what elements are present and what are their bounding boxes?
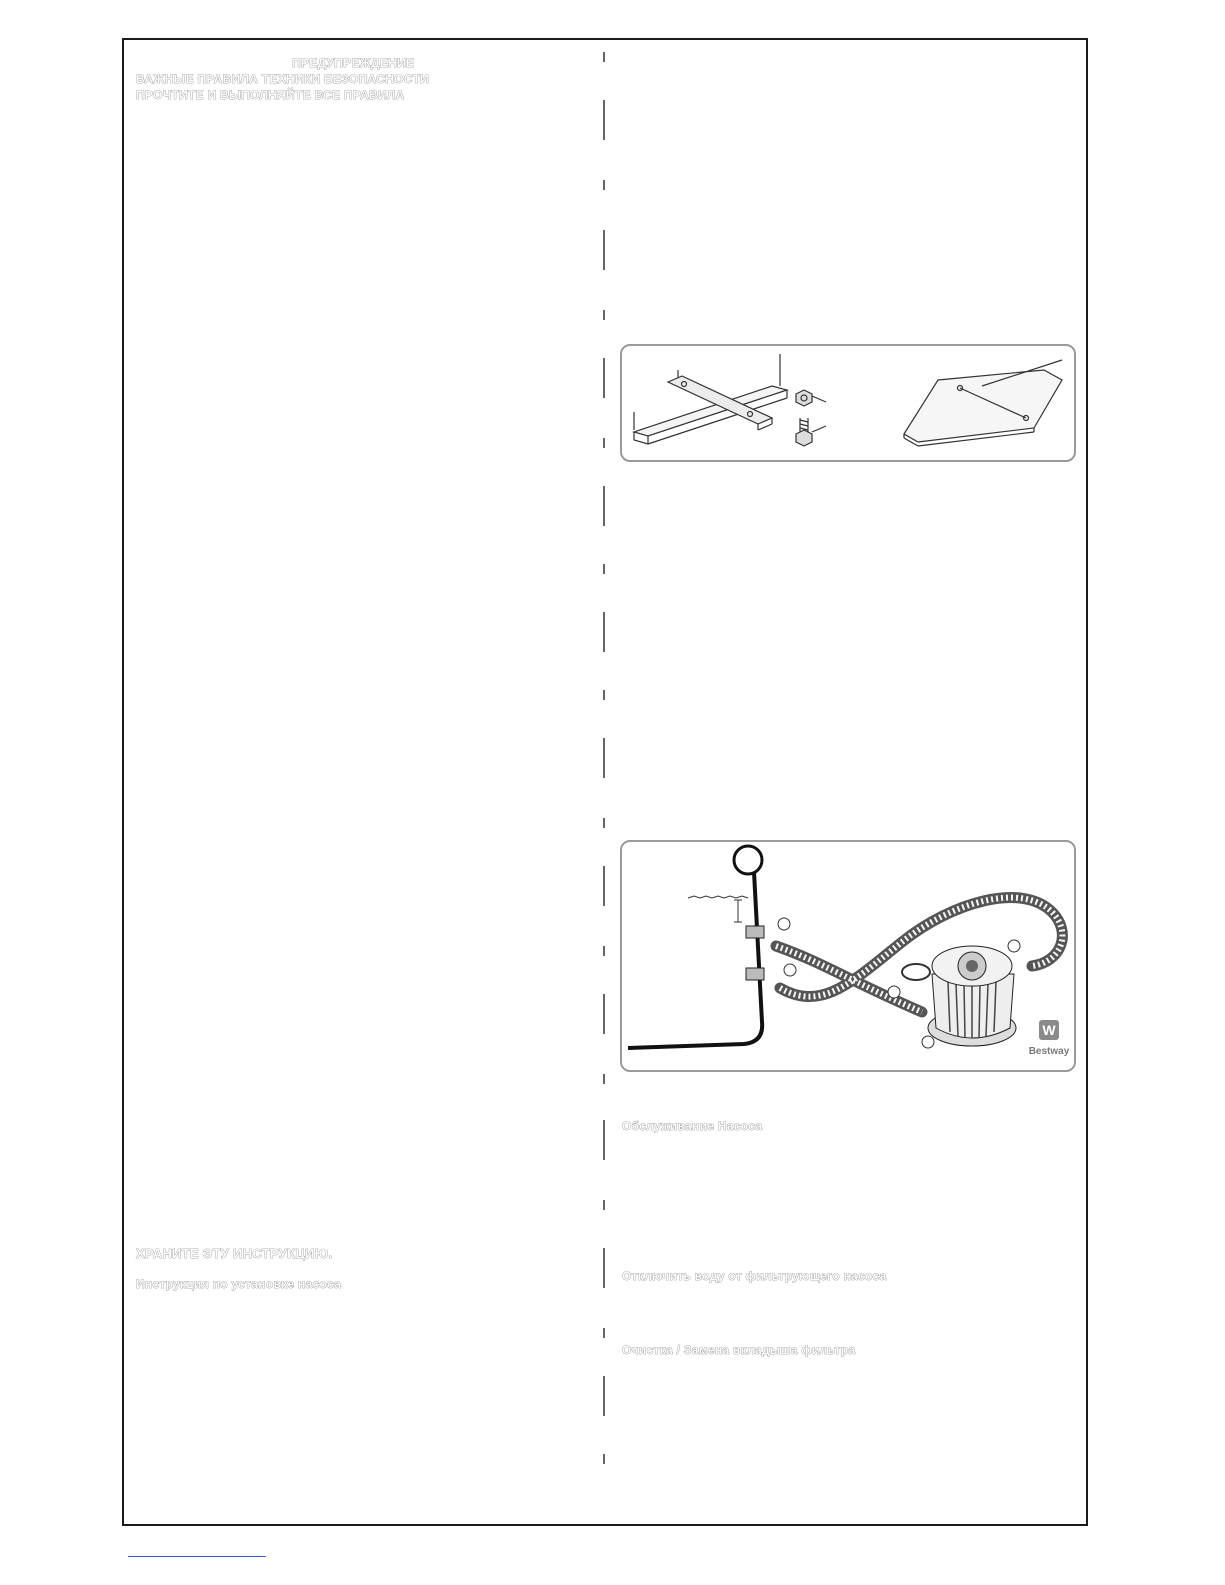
read-rules-heading: ПРОЧТИТЕ И ВЫПОЛНЯЙТЕ ВСЕ ПРАВИЛА xyxy=(136,88,405,102)
column-divider xyxy=(603,48,605,1468)
safety-rules-heading: ВАЖНЫЕ ПРАВИЛА ТЕХНИКИ БЕЗОПАСНОСТИ xyxy=(136,72,429,86)
cartridge-heading: Очистка / Замена вкладыша фильтра xyxy=(622,1343,856,1357)
maintenance-heading: Обслуживание Насоса xyxy=(622,1119,763,1133)
keep-instructions-heading: ХРАНИТЕ ЭТУ ИНСТРУКЦИЮ. xyxy=(136,1246,333,1261)
pump-connection-drawing xyxy=(622,842,1074,1070)
brand-name: Bestway xyxy=(1028,1046,1070,1057)
disconnect-heading: Отключить воду от фильтрующего насоса xyxy=(622,1269,887,1283)
install-heading: Инструкция по установке насоса xyxy=(136,1277,342,1291)
warning-title: ПРЕДУПРЕЖДЕНИЕ xyxy=(292,56,415,70)
page-frame xyxy=(122,38,1088,1526)
base-assembly-drawing xyxy=(622,346,1074,460)
bestway-logo xyxy=(1022,1020,1076,1059)
bestway-logo-icon: W xyxy=(1039,1020,1059,1040)
base-assembly-figure xyxy=(620,344,1076,462)
pump-connection-figure xyxy=(620,840,1076,1072)
footer-link-underline[interactable] xyxy=(128,1556,266,1557)
